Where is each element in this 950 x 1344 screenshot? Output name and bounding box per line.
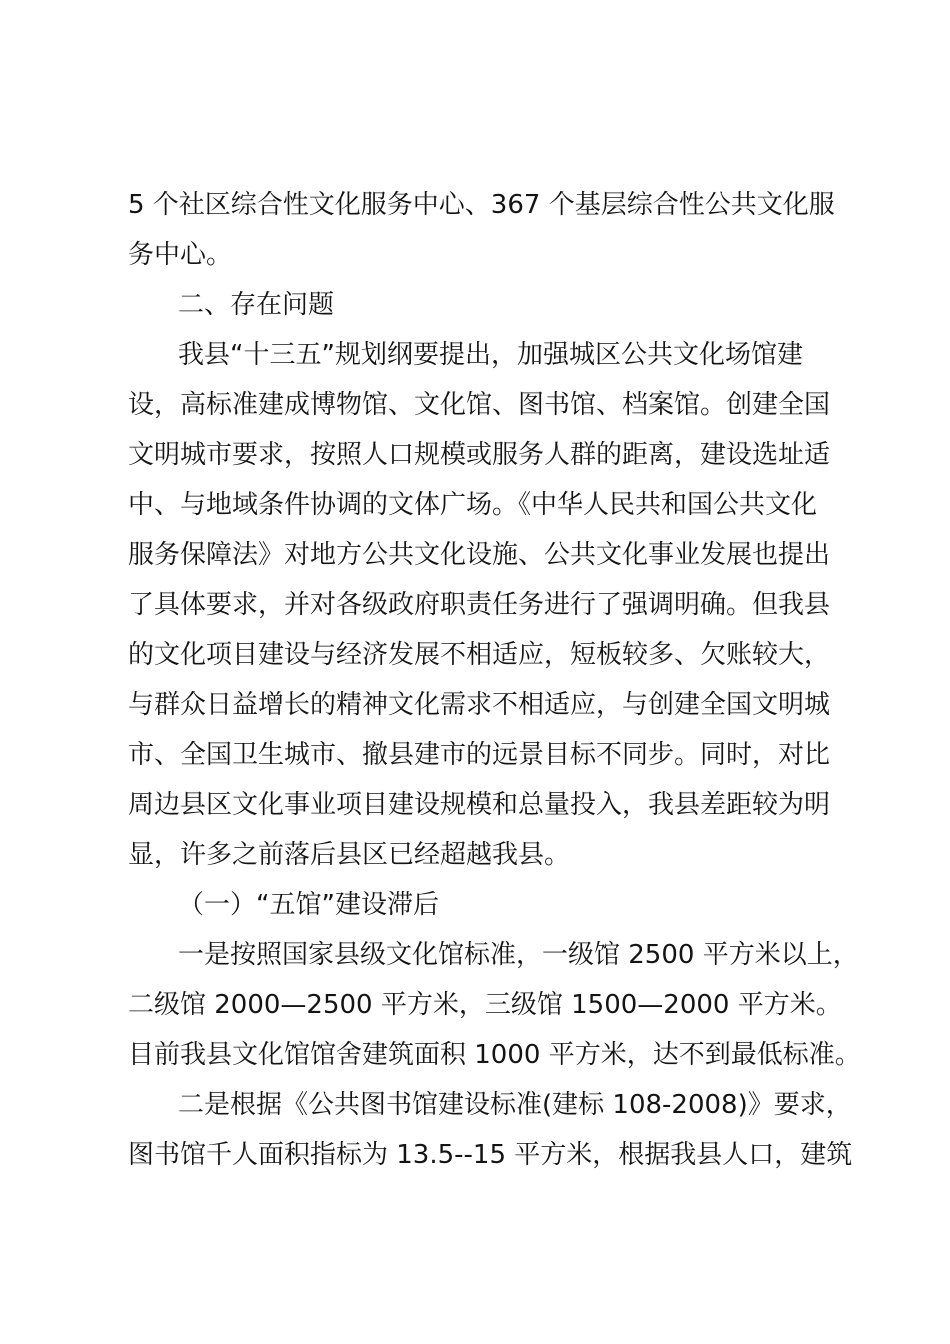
paragraph-line: 二级馆 2000—2500 平方米，三级馆 1500—2000 平方米。 [128, 990, 842, 1020]
paragraph-line: 中、与地域条件协调的文体广场。《中华人民共和国公共文化 [128, 490, 818, 520]
paragraph-line: 与群众日益增长的精神文化需求不相适应，与创建全国文明城 [128, 690, 831, 720]
paragraph-line: 设，高标准建成博物馆、文化馆、图书馆、档案馆。创建全国 [128, 390, 831, 420]
paragraph-line: 周边县区文化事业项目建设规模和总量投入，我县差距较为明 [128, 790, 831, 820]
paragraph-line: 的文化项目建设与经济发展不相适应，短板较多、欠账较大， [128, 640, 831, 670]
paragraph-line: 图书馆千人面积指标为 13.5--15 平方米，根据我县人口，建筑 [128, 1140, 853, 1170]
subsection-heading: （一）“五馆”建设滞后 [178, 890, 439, 920]
paragraph-line: 文明城市要求，按照人口规模或服务人群的距离，建设选址适 [128, 440, 831, 470]
paragraph-line: 服务保障法》对地方公共文化设施、公共文化事业发展也提出 [128, 540, 831, 570]
paragraph-line: 了具体要求，并对各级政府职责任务进行了强调明确。但我县 [128, 590, 831, 620]
paragraph-line: 目前我县文化馆馆舍建筑面积 1000 平方米，达不到最低标准。 [128, 1040, 861, 1070]
paragraph-line: 5 个社区综合性文化服务中心、367 个基层综合性公共文化服 [128, 190, 835, 220]
paragraph-line: 显，许多之前落后县区已经超越我县。 [128, 840, 571, 870]
paragraph-line: 我县“十三五”规划纲要提出，加强城区公共文化场馆建 [178, 340, 803, 370]
section-heading: 二、存在问题 [178, 290, 335, 320]
paragraph-line: 二是根据《公共图书馆建设标准(建标 108-2008)》要求， [178, 1090, 852, 1120]
paragraph-line: 市、全国卫生城市、撤县建市的远景目标不同步。同时，对比 [128, 740, 831, 770]
paragraph-line: 务中心。 [128, 240, 233, 270]
paragraph-line: 一是按照国家县级文化馆标准，一级馆 2500 平方米以上， [178, 940, 859, 970]
